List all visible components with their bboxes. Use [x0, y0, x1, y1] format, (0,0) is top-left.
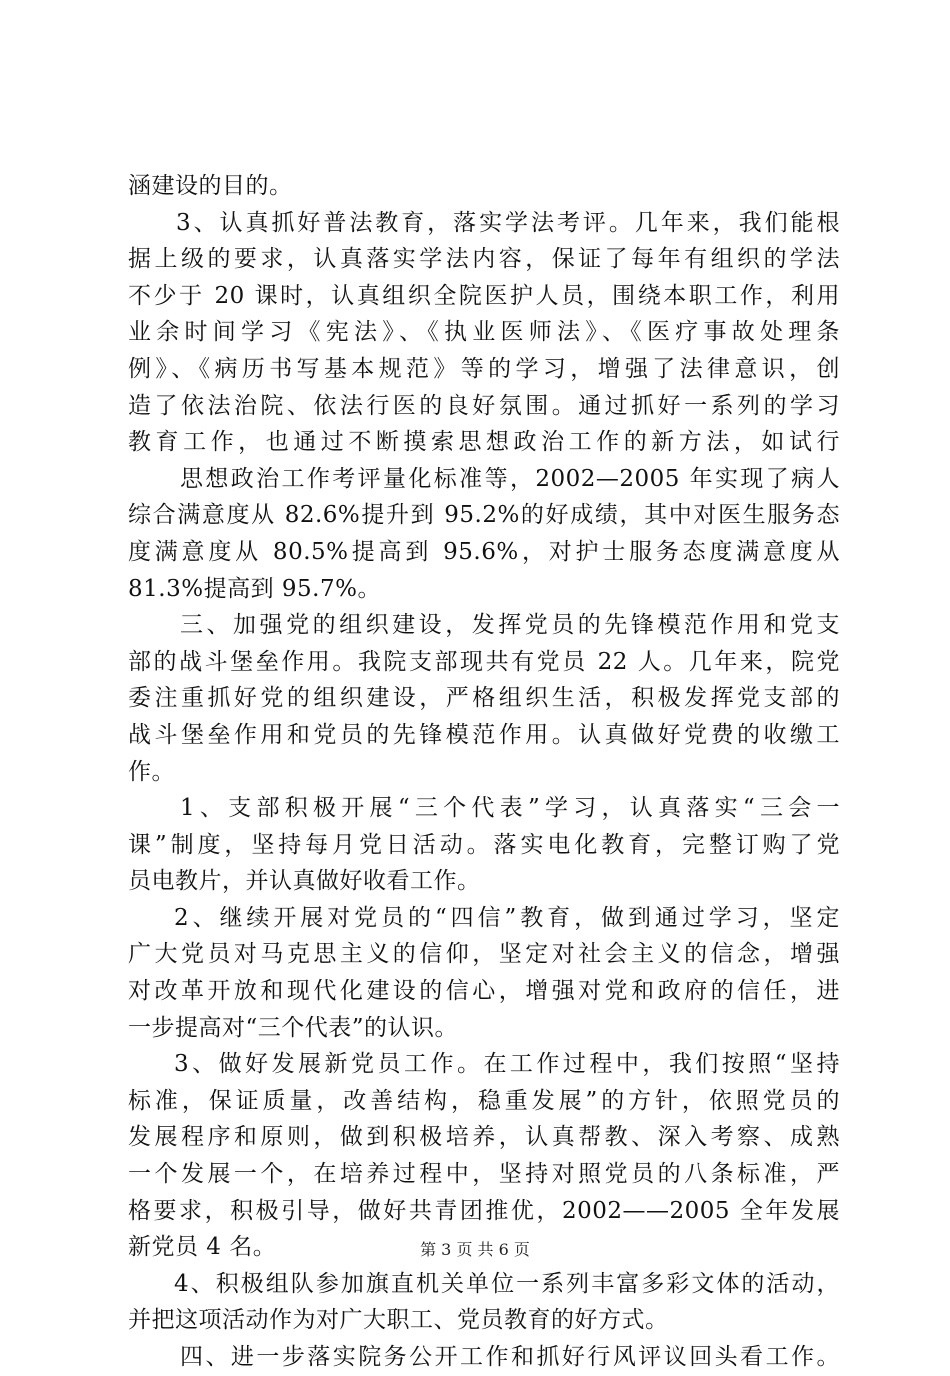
text-line: 3、认真抓好普法教育，落实学法考评。几年来，我们能根 — [176, 209, 840, 236]
text-line: 3、做好发展新党员工作。在工作过程中，我们按照“坚持 — [174, 1051, 840, 1078]
text-line: 81.3%提高到 95.7%。 — [128, 575, 381, 602]
text-line: 部的战斗堡垒作用。我院支部现共有党员 22 人。几年来，院党 — [128, 648, 840, 675]
text-line: 4、积极组队参加旗直机关单位一系列丰富多彩文体的活动， — [174, 1270, 840, 1297]
text-line: 思想政治工作考评量化标准等，2002—2005 年实现了病人 — [180, 465, 840, 492]
text-line: 发展程序和原则，做到积极培养，认真帮教、深入考察、成熟 — [128, 1124, 840, 1151]
text-line: 战斗堡垒作用和党员的先锋模范作用。认真做好党费的收缴工 — [128, 721, 840, 748]
text-line: 作。 — [128, 758, 175, 785]
text-line: 据上级的要求，认真落实学法内容，保证了每年有组织的学法 — [128, 246, 840, 273]
text-line: 委注重抓好党的组织建设，严格组织生活，积极发挥党支部的 — [128, 685, 840, 712]
text-line: 广大党员对马克思主义的信仰，坚定对社会主义的信念，增强 — [128, 941, 840, 968]
text-line: 标准，保证质量，改善结构，稳重发展”的方针，依照党员的 — [128, 1087, 840, 1114]
text-line: 四、进一步落实院务公开工作和抓好行风评议回头看工作。 — [180, 1344, 840, 1370]
text-line: 业余时间学习《宪法》、《执业医师法》、《医疗事故处理条 — [128, 319, 840, 346]
text-line: 涵建设的目的。 — [128, 173, 293, 199]
text-line: 员电教片，并认真做好收看工作。 — [128, 868, 481, 895]
text-line: 并把这项活动作为对广大职工、党员教育的好方式。 — [128, 1307, 669, 1334]
text-line: 1、支部积极开展“三个代表”学习，认真落实“三会一 — [180, 795, 840, 822]
text-line: 综合满意度从 82.6%提升到 95.2%的好成绩，其中对医生服务态 — [128, 502, 840, 529]
text-line: 例》、《病历书写基本规范》等的学习，增强了法律意识，创 — [128, 355, 840, 382]
text-line: 新党员 4 名。 — [128, 1234, 277, 1261]
text-line: 造了依法治院、依法行医的良好氛围。通过抓好一系列的学习 — [128, 392, 840, 419]
text-line: 格要求，积极引导，做好共青团推优，2002——2005 全年发展 — [128, 1197, 840, 1224]
text-line: 教育工作，也通过不断摸索思想政治工作的新方法，如试行 — [128, 429, 840, 456]
text-line: 2、继续开展对党员的“四信”教育，做到通过学习，坚定 — [174, 904, 840, 931]
text-line: 对改革开放和现代化建设的信心，增强对党和政府的信任，进 — [128, 978, 840, 1005]
text-line: 课”制度，坚持每月党日活动。落实电化教育，完整订购了党 — [128, 831, 840, 858]
text-line: 度满意度从 80.5%提高到 95.6%，对护士服务态度满意度从 — [128, 538, 840, 565]
text-line: 不少于 20 课时，认真组织全院医护人员，围绕本职工作，利用 — [128, 282, 840, 309]
page-footer: 第 3 页 共 6 页 — [420, 1240, 530, 1259]
text-line: 三、加强党的组织建设，发挥党员的先锋模范作用和党支 — [180, 612, 840, 639]
document-body — [128, 168, 840, 1376]
text-line: 一步提高对“三个代表”的认识。 — [128, 1014, 459, 1041]
text-line: 一个发展一个，在培养过程中，坚持对照党员的八条标准，严 — [128, 1161, 840, 1188]
